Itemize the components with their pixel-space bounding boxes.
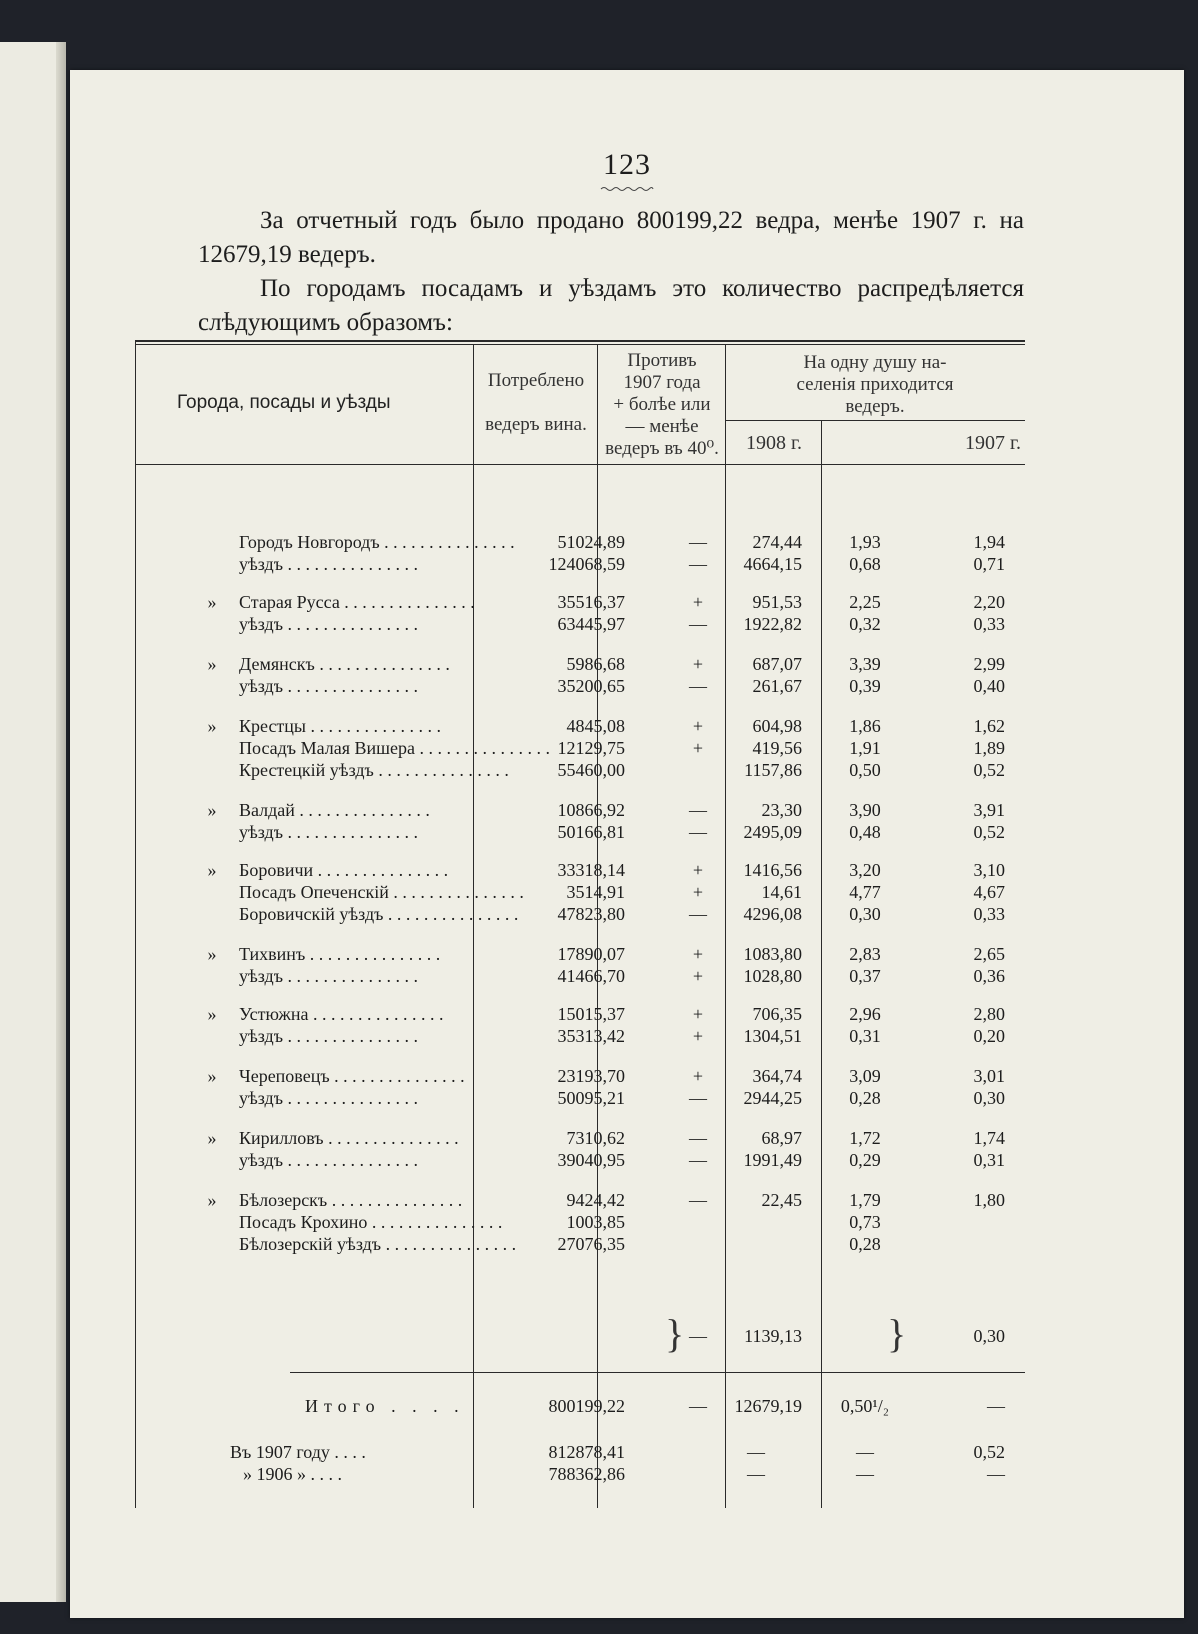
page-number: 123 — [603, 148, 651, 181]
row-change-value: 2495,09 — [743, 822, 802, 842]
row-per-capita-1908: 2,96 — [849, 1004, 881, 1024]
intro-paragraph: За отчетный годъ было продано 800199,22 ведра, менѣе 1907 г. на 12679,19 ведеръ. — [198, 207, 1024, 268]
row-ditto-mark: » — [207, 1066, 217, 1086]
header-bottom-rule — [135, 464, 1025, 465]
table-row — [135, 532, 1025, 553]
table-row — [135, 1088, 1025, 1109]
table-row — [135, 966, 1025, 987]
header-per-capita — [727, 352, 1023, 418]
distribution-paragraph: По городамъ посадамъ и уѣздамъ это количество распредѣляется слѣдующимъ образомъ: — [198, 275, 1024, 336]
row-change-value: 14,61 — [761, 882, 802, 902]
row-location-name: Валдай . . . . . . . . . . . . . . . — [239, 800, 430, 820]
row-change-sign: + — [692, 1066, 704, 1086]
left-brace-icon: } — [665, 1311, 685, 1356]
row-per-capita-1908: 0,32 — [849, 614, 881, 634]
row-change-value: 261,67 — [752, 676, 802, 696]
row-change-value: 1028,80 — [743, 966, 802, 986]
row-change-sign: + — [692, 1026, 704, 1046]
row-change-value: 1083,80 — [743, 944, 802, 964]
table-row — [135, 800, 1025, 821]
row-per-capita-1908: 1,93 — [849, 532, 881, 552]
comparison-p08-1906: — — [856, 1464, 874, 1484]
table-row — [135, 716, 1025, 737]
row-change-value: 687,07 — [752, 654, 802, 674]
row-change-value: 1991,49 — [743, 1150, 802, 1170]
header-vs-line3: + болѣе или — [613, 394, 711, 415]
row-per-capita-1908: 0,31 — [849, 1026, 881, 1046]
row-ditto-mark: » — [207, 860, 217, 880]
row-change-value: 68,97 — [761, 1128, 802, 1148]
row-ditto-mark: » — [207, 592, 217, 612]
table-row — [135, 822, 1025, 843]
row-consumed: 63445,97 — [557, 614, 625, 634]
header-consumed — [477, 370, 595, 436]
header-consumed-line1: Потреблено — [487, 370, 585, 391]
row-consumed: 41466,70 — [557, 966, 625, 986]
table-row — [135, 654, 1025, 675]
row-location-name: Посадъ Опеченскій . . . . . . . . . . . . . . . — [239, 882, 524, 902]
row-change-sign: + — [692, 882, 704, 902]
row-consumed: 51024,89 — [557, 532, 625, 552]
row-per-capita-1908: 2,25 — [849, 592, 881, 612]
row-per-capita-1907: 0,52 — [973, 760, 1005, 780]
row-per-capita-1907: 3,10 — [973, 860, 1005, 880]
table-row — [135, 882, 1025, 903]
row-location-name: уѣздъ . . . . . . . . . . . . . . . — [239, 822, 419, 842]
header-vs-line2: 1907 года — [623, 372, 701, 393]
row-change-value: 1922,82 — [743, 614, 802, 634]
row-per-capita-1907: 0,71 — [973, 554, 1005, 574]
row-consumed: 35516,37 — [557, 592, 625, 612]
comparison-label-1906: » 1906 » . . . . — [243, 1464, 342, 1484]
row-per-capita-1907: 0,36 — [973, 966, 1005, 986]
row-change-value: 4664,15 — [743, 554, 802, 574]
row-change-value: 4296,08 — [743, 904, 802, 924]
table-row — [135, 1128, 1025, 1149]
row-per-capita-1907: 0,33 — [973, 614, 1005, 634]
table-row — [135, 1150, 1025, 1171]
row-consumed: 50095,21 — [557, 1088, 625, 1108]
comparison-row-1906 — [135, 1464, 1025, 1485]
row-consumed: 9424,42 — [566, 1190, 625, 1210]
row-ditto-mark: » — [207, 800, 217, 820]
row-change-sign: — — [689, 614, 707, 634]
row-location-name: Городъ Новгородъ . . . . . . . . . . . . . . . — [239, 532, 515, 552]
subheader-rule — [725, 420, 1025, 421]
row-change-value: 23,30 — [761, 800, 802, 820]
row-per-capita-1908: 3,09 — [849, 1066, 881, 1086]
book-spine — [56, 42, 66, 1602]
left-page-edge — [0, 42, 66, 1602]
row-location-name: уѣздъ . . . . . . . . . . . . . . . — [239, 1150, 419, 1170]
total-label: Итого . . . . — [305, 1396, 465, 1416]
table-row — [135, 614, 1025, 635]
row-per-capita-1907: 0,30 — [973, 1088, 1005, 1108]
row-per-capita-1907: 1,80 — [973, 1190, 1005, 1210]
total-top-rule — [290, 1372, 1025, 1373]
table-row — [135, 738, 1025, 759]
comparison-consumed-1907: 812878,41 — [548, 1442, 625, 1462]
row-per-capita-1908: 1,72 — [849, 1128, 881, 1148]
row-location-name: уѣздъ . . . . . . . . . . . . . . . — [239, 676, 419, 696]
row-per-capita-1907: 2,65 — [973, 944, 1005, 964]
header-per-capita-line1: На одну душу на- — [803, 352, 947, 373]
table-row — [135, 1026, 1025, 1047]
table-row — [135, 1004, 1025, 1025]
row-consumed: 17890,07 — [557, 944, 625, 964]
table-top-rule-thin — [135, 344, 1025, 345]
total-per-capita-1907: — — [987, 1396, 1005, 1416]
table-top-rule — [135, 340, 1025, 342]
row-per-capita-1908: 2,83 — [849, 944, 881, 964]
row-per-capita-1907: 2,99 — [973, 654, 1005, 674]
row-per-capita-1907: 2,20 — [973, 592, 1005, 612]
comparison-p08-1907: — — [856, 1442, 874, 1462]
col-divider-1 — [473, 344, 474, 1508]
row-ditto-mark: » — [207, 1190, 217, 1210]
row-per-capita-1907: 3,91 — [973, 800, 1005, 820]
row-change-sign: — — [689, 554, 707, 574]
row-per-capita-1908: 0,39 — [849, 676, 881, 696]
row-per-capita-1908: 0,68 — [849, 554, 881, 574]
comparison-row-1907 — [135, 1442, 1025, 1463]
row-per-capita-1907: 2,80 — [973, 1004, 1005, 1024]
row-per-capita-1908: 1,91 — [849, 738, 881, 758]
row-location-name: Боровичи . . . . . . . . . . . . . . . — [239, 860, 449, 880]
row-location-name: Бѣлозерскій уѣздъ . . . . . . . . . . . . . . . — [239, 1234, 517, 1254]
row-change-sign: — — [689, 1088, 707, 1108]
row-location-name: Кирилловъ . . . . . . . . . . . . . . . — [239, 1128, 459, 1148]
comparison-label-1907: Въ 1907 году . . . . — [230, 1442, 366, 1462]
row-per-capita-1908: 4,77 — [849, 882, 881, 902]
header-1907: 1907 г. — [965, 432, 1021, 454]
header-vs-line5: ведеръ въ 40⁰. — [605, 438, 719, 459]
row-location-name: Тихвинъ . . . . . . . . . . . . . . . — [239, 944, 441, 964]
table-row — [135, 1212, 1025, 1233]
row-location-name: Устюжна . . . . . . . . . . . . . . . — [239, 1004, 444, 1024]
row-change-value: 1157,86 — [744, 760, 802, 780]
row-per-capita-1908: 0,28 — [849, 1234, 881, 1254]
row-change-value: 1416,56 — [743, 860, 802, 880]
table-row — [135, 904, 1025, 925]
comparison-p07-1906: — — [987, 1464, 1005, 1484]
row-location-name: Боровичскій уѣздъ . . . . . . . . . . . . . . . — [239, 904, 519, 924]
row-location-name: Посадъ Крохино . . . . . . . . . . . . . . . — [239, 1212, 503, 1232]
right-brace-icon: } — [887, 1311, 907, 1356]
row-ditto-mark: » — [207, 944, 217, 964]
row-change-sign: + — [692, 1004, 704, 1024]
row-consumed: 7310,62 — [566, 1128, 625, 1148]
total-per-capita-1908: 0,50¹/₂ — [840, 1396, 890, 1416]
table-row — [135, 760, 1025, 781]
header-per-capita-line3: ведеръ. — [845, 396, 905, 417]
row-per-capita-1907: 0,20 — [973, 1026, 1005, 1046]
row-location-name: уѣздъ . . . . . . . . . . . . . . . — [239, 614, 419, 634]
total-consumed: 800199,22 — [548, 1396, 625, 1416]
total-sign: — — [689, 1396, 707, 1416]
row-per-capita-1908: 0,30 — [849, 904, 881, 924]
row-location-name: уѣздъ . . . . . . . . . . . . . . . — [239, 1026, 419, 1046]
row-change-value: 364,74 — [752, 1066, 802, 1086]
table-row — [135, 554, 1025, 575]
row-consumed: 35313,42 — [557, 1026, 625, 1046]
row-change-value: 274,44 — [752, 532, 802, 552]
row-per-capita-1908: 0,29 — [849, 1150, 881, 1170]
row-change-sign: + — [692, 654, 704, 674]
row-change-value: 22,45 — [761, 1190, 802, 1210]
row-consumed: 39040,95 — [557, 1150, 625, 1170]
table-row — [135, 676, 1025, 697]
row-per-capita-1907: 1,94 — [973, 532, 1005, 552]
row-location-name: Демянскъ . . . . . . . . . . . . . . . — [239, 654, 450, 674]
row-change-sign: — — [689, 532, 707, 552]
row-consumed: 12129,75 — [557, 738, 625, 758]
header-per-capita-line2: селенія приходится — [796, 374, 954, 395]
row-change-value: 706,35 — [752, 1004, 802, 1024]
row-per-capita-1907: 0,52 — [973, 822, 1005, 842]
row-change-sign: + — [692, 716, 704, 736]
row-change-sign: + — [692, 944, 704, 964]
comparison-diff-1907: — — [747, 1442, 765, 1462]
row-ditto-mark: » — [207, 716, 217, 736]
row-location-name: Крестцы . . . . . . . . . . . . . . . — [239, 716, 442, 736]
row-per-capita-1908: 1,79 — [849, 1190, 881, 1210]
header-1908: 1908 г. — [746, 432, 802, 454]
comparison-diff-1906: — — [747, 1464, 765, 1484]
row-consumed: 1003,85 — [566, 1212, 625, 1232]
total-diff: 12679,19 — [734, 1396, 802, 1416]
row-change-value: 419,56 — [752, 738, 802, 758]
table-row — [135, 860, 1025, 881]
row-per-capita-1907: 1,62 — [973, 716, 1005, 736]
table-row — [135, 1066, 1025, 1087]
row-per-capita-1908: 3,39 — [849, 654, 881, 674]
book-page — [70, 70, 1184, 1618]
row-change-sign: + — [692, 592, 704, 612]
row-location-name: Крестецкій уѣздъ . . . . . . . . . . . . . . . — [239, 760, 509, 780]
wavy-ornament-icon — [601, 186, 653, 192]
table-row — [135, 1234, 1025, 1255]
row-consumed: 33318,14 — [557, 860, 625, 880]
row-consumed: 10866,92 — [557, 800, 625, 820]
merged-sign: — — [689, 1326, 707, 1346]
row-consumed: 15015,37 — [557, 1004, 625, 1024]
merged-per-capita-1907: 0,30 — [973, 1326, 1005, 1346]
row-consumed: 47823,80 — [557, 904, 625, 924]
row-location-name: уѣздъ . . . . . . . . . . . . . . . — [239, 554, 419, 574]
row-change-value: 951,53 — [752, 592, 802, 612]
row-per-capita-1908: 3,20 — [849, 860, 881, 880]
row-change-sign: — — [689, 1150, 707, 1170]
row-consumed: 3514,91 — [566, 882, 625, 902]
row-change-sign: + — [692, 966, 704, 986]
row-change-sign: — — [689, 676, 707, 696]
row-consumed: 23193,70 — [557, 1066, 625, 1086]
comparison-p07-1907: 0,52 — [973, 1442, 1005, 1462]
header-vs-line1: Противъ — [627, 350, 697, 371]
row-consumed: 5986,68 — [566, 654, 625, 674]
row-consumed: 4845,08 — [566, 716, 625, 736]
row-per-capita-1907: 0,31 — [973, 1150, 1005, 1170]
table-row — [135, 592, 1025, 613]
table-row — [135, 944, 1025, 965]
row-change-sign: — — [689, 904, 707, 924]
row-change-sign: — — [689, 800, 707, 820]
row-change-value: 604,98 — [752, 716, 802, 736]
row-per-capita-1907: 4,67 — [973, 882, 1005, 902]
row-per-capita-1908: 0,48 — [849, 822, 881, 842]
row-consumed: 50166,81 — [557, 822, 625, 842]
row-change-sign: — — [689, 1190, 707, 1210]
row-change-sign: — — [689, 1128, 707, 1148]
row-location-name: уѣздъ . . . . . . . . . . . . . . . — [239, 966, 419, 986]
row-per-capita-1908: 1,86 — [849, 716, 881, 736]
row-per-capita-1907: 3,01 — [973, 1066, 1005, 1086]
row-ditto-mark: » — [207, 654, 217, 674]
row-per-capita-1907: 0,40 — [973, 676, 1005, 696]
row-change-value: 1304,51 — [743, 1026, 802, 1046]
row-per-capita-1907: 1,74 — [973, 1128, 1005, 1148]
row-location-name: Старая Русса . . . . . . . . . . . . . . . — [239, 592, 475, 612]
row-per-capita-1908: 0,73 — [849, 1212, 881, 1232]
row-ditto-mark: » — [207, 1128, 217, 1148]
row-per-capita-1907: 1,89 — [973, 738, 1005, 758]
header-vs-1907 — [599, 350, 725, 460]
row-change-sign: — — [689, 822, 707, 842]
table-row — [135, 1190, 1025, 1211]
row-per-capita-1907: 0,33 — [973, 904, 1005, 924]
row-per-capita-1908: 0,37 — [849, 966, 881, 986]
merged-diff: 1139,13 — [744, 1326, 802, 1346]
total-row — [135, 1396, 1025, 1417]
row-change-value: 2944,25 — [743, 1088, 802, 1108]
row-location-name: уѣздъ . . . . . . . . . . . . . . . — [239, 1088, 419, 1108]
row-location-name: Череповецъ . . . . . . . . . . . . . . . — [239, 1066, 465, 1086]
comparison-consumed-1906: 788362,86 — [548, 1464, 625, 1484]
consumption-table — [135, 340, 1025, 1508]
col-divider-2 — [597, 344, 598, 1508]
row-consumed: 124068,59 — [548, 554, 625, 574]
header-locations: Города, посады и уѣзды — [177, 392, 391, 413]
row-ditto-mark: » — [207, 1004, 217, 1024]
row-change-sign: + — [692, 860, 704, 880]
row-per-capita-1908: 0,28 — [849, 1088, 881, 1108]
row-location-name: Посадъ Малая Вишера . . . . . . . . . . . . . . . — [239, 738, 550, 758]
row-consumed: 35200,65 — [557, 676, 625, 696]
header-vs-line4: — менѣе — [625, 416, 699, 437]
row-per-capita-1908: 0,50 — [849, 760, 881, 780]
row-location-name: Бѣлозерскъ . . . . . . . . . . . . . . . — [239, 1190, 463, 1210]
header-consumed-line2: ведеръ вина. — [485, 414, 587, 435]
row-consumed: 27076,35 — [557, 1234, 625, 1254]
row-change-sign: + — [692, 738, 704, 758]
row-per-capita-1908: 3,90 — [849, 800, 881, 820]
row-consumed: 55460,00 — [557, 760, 625, 780]
